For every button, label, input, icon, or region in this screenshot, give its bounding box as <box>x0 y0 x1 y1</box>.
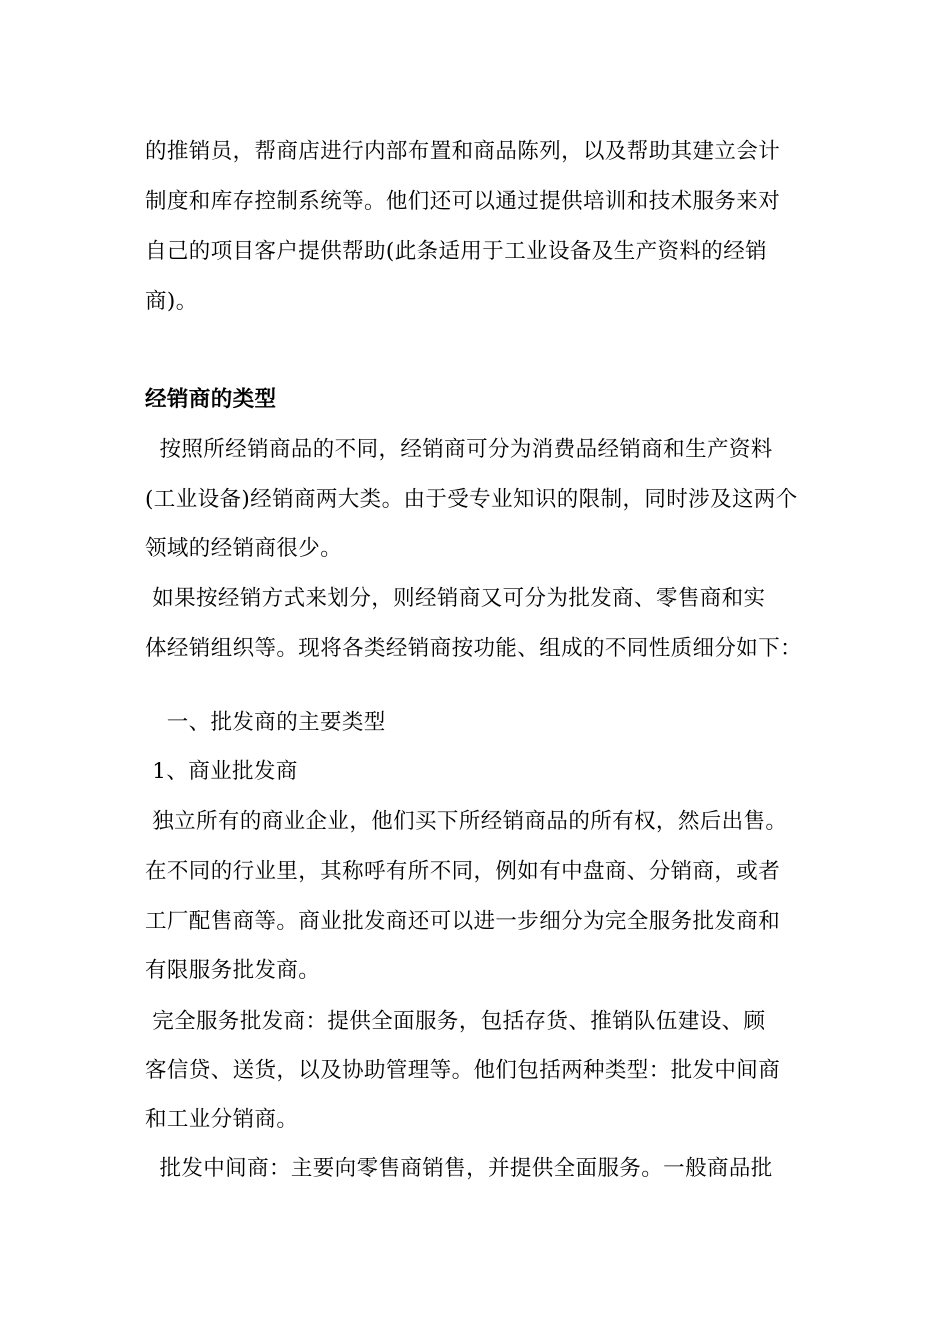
paragraph-line: 领域的经销商很少。 <box>145 536 343 561</box>
paragraph-line: 在不同的行业里，其称呼有所不同，例如有中盘商、分销商，或者 <box>145 859 781 884</box>
paragraph-line: 自己的项目客户提供帮助(此条适用于工业设备及生产资料的经销 <box>145 239 767 264</box>
paragraph-line: 有限服务批发商。 <box>145 958 321 983</box>
paragraph-line: 如果按经销方式来划分，则经销商又可分为批发商、零售商和实 <box>145 586 766 611</box>
paragraph-line: 制度和库存控制系统等。他们还可以通过提供培训和技术服务来对 <box>145 189 781 214</box>
paragraph-line: 的推销员，帮商店进行内部布置和商品陈列，以及帮助其建立会计 <box>145 139 781 164</box>
subsection-heading: 1、商业批发商 <box>145 759 298 784</box>
paragraph-line: 商)。 <box>145 289 198 314</box>
paragraph-line: (工业设备)经销商两大类。由于受专业知识的限制，同时涉及这两个 <box>145 487 798 512</box>
subsection-heading: 一、批发商的主要类型 <box>145 710 386 735</box>
paragraph-line: 客信贷、送货，以及协助管理等。他们包括两种类型：批发中间商 <box>145 1058 781 1083</box>
paragraph-line: 完全服务批发商：提供全面服务，包括存货、推销队伍建设、顾 <box>145 1009 766 1034</box>
section-heading: 经销商的类型 <box>145 387 277 412</box>
paragraph-line: 按照所经销商品的不同，经销商可分为消费品经销商和生产资料 <box>145 437 773 462</box>
paragraph-line: 和工业分销商。 <box>145 1107 299 1132</box>
paragraph-line: 批发中间商：主要向零售商销售，并提供全面服务。一般商品批 <box>145 1156 773 1181</box>
paragraph-line: 独立所有的商业企业，他们买下所经销商品的所有权，然后出售。 <box>145 809 788 834</box>
paragraph-line: 工厂配售商等。商业批发商还可以进一步细分为完全服务批发商和 <box>145 909 781 934</box>
paragraph-line: 体经销组织等。现将各类经销商按功能、组成的不同性质细分如下： <box>145 636 803 661</box>
